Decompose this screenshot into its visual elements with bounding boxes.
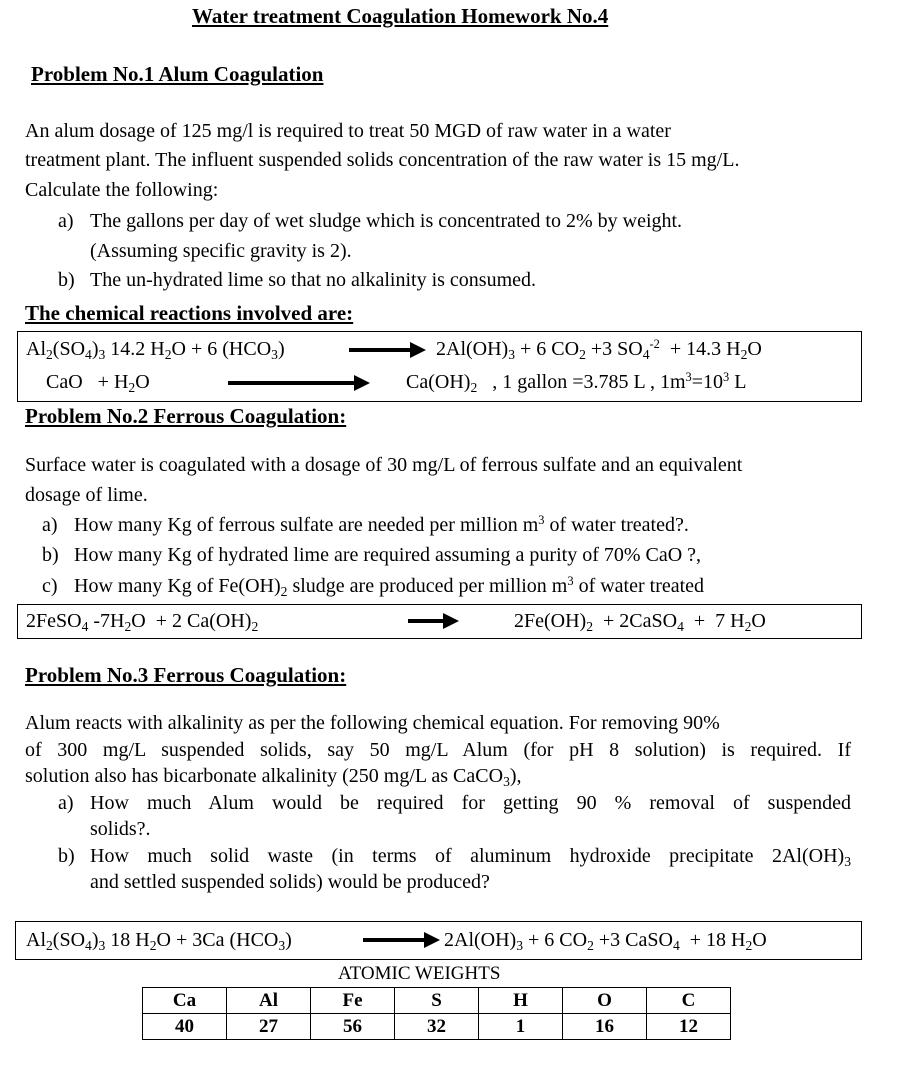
page-title: Water treatment Coagulation Homework No.4 <box>192 4 609 28</box>
problem2-text-line2: dosage of lime. <box>25 484 148 506</box>
problem1-item-a-line2: (Assuming specific gravity is 2). <box>90 240 352 262</box>
problem2-heading: Problem No.2 Ferrous Coagulation: <box>25 404 347 428</box>
problem1-item-a-label: a) <box>58 210 74 232</box>
reaction-arrow-head-2 <box>354 375 370 391</box>
conversions-end: L <box>734 371 747 393</box>
problem3-item-a-line1: How much Alum would be required for getting 90 % removal of suspended <box>90 792 851 814</box>
weight-cell: 27 <box>227 1014 311 1040</box>
alum-reactants: $Al_2(SO_4)_3$ 14.2 $H_2O + 6$ $(HCO_3)$ <box>26 338 285 362</box>
problem3-text-line3: solution also has bicarbonate alkalinity (250 mg/L as CaCO$_3$), <box>25 765 522 789</box>
problem2-item-c-label: c) <box>42 575 58 597</box>
problem3-heading: Problem No.3 Ferrous Coagulation: <box>25 663 347 687</box>
problem2-item-a: How many Kg of ferrous sulfate are needed per million $m^3$ of water treated?. <box>74 513 689 536</box>
problem2-item-b: How many Kg of hydrated lime are required assuming a purity of 70% CaO ?, <box>74 544 702 566</box>
reaction-arrow-head-4 <box>424 932 440 948</box>
problem2-item-c: How many Kg of $Fe(OH)_2$ sludge are produced per million $m^3$ of water treated <box>74 574 705 599</box>
atomic-weights-caption: ATOMIC WEIGHTS <box>338 963 501 984</box>
reaction-arrow-head-3 <box>443 613 459 629</box>
weight-cell: 40 <box>143 1014 227 1040</box>
problem2-item-b-label: b) <box>42 544 59 566</box>
problem1-item-a-line1: The gallons per day of wet sludge which is concentrated to 2% by weight. <box>90 210 683 232</box>
problem3-item-a-label: a) <box>58 792 74 814</box>
problem1-text-line3: Calculate the following: <box>25 179 219 201</box>
element-cell: O <box>563 988 647 1014</box>
problem1-text-line1: An alum dosage of 125 mg/l is required to treat 50 MGD of raw water in a water <box>25 120 671 142</box>
problem3-text-line2: of 300 mg/L suspended solids, say 50 mg/L Alum (for pH 8 solution) is required. If <box>25 739 851 761</box>
problem1-text-line2: treatment plant. The influent suspended solids concentration of the raw water is 15 mg/L. <box>25 149 740 171</box>
reaction-arrow-1 <box>349 348 411 352</box>
alum-alkalinity-products: $2Al(OH)_3 + 6$ $CO_2 +3$ CaSO$_4$ + 18 $H_2O$ <box>444 929 767 953</box>
atomic-weights-value-row <box>143 1014 731 1040</box>
element-cell: Fe <box>311 988 395 1014</box>
atomic-weights-element-row <box>143 988 731 1014</box>
problem1-item-b-label: b) <box>58 269 75 291</box>
lime-product-and-conversions: $Ca(OH)_2$ , 1 gallon =3.785 L , $1m^3=10^3$ L <box>406 370 747 395</box>
reactions-heading: The chemical reactions involved are: <box>25 301 354 325</box>
atomic-weights-table <box>142 987 731 1040</box>
conversions: , 1 gallon =3.785 L , 1m <box>492 371 686 393</box>
element-cell: H <box>479 988 563 1014</box>
problem2-text-line1: Surface water is coagulated with a dosage of 30 mg/L of ferrous sulfate and an equivalent <box>25 454 743 476</box>
reaction-arrow-4 <box>363 938 425 942</box>
element-cell: Ca <box>143 988 227 1014</box>
reaction-arrow-head-1 <box>410 342 426 358</box>
problem3-item-b-line2: and settled suspended solids) would be produced? <box>90 871 490 893</box>
problem3-item-b-label: b) <box>58 845 75 867</box>
lime-reactants: CaO + $H_2O$ <box>46 371 150 395</box>
problem1-item-b: The un-hydrated lime so that no alkalinity is consumed. <box>90 269 537 291</box>
weight-cell: 16 <box>563 1014 647 1040</box>
weight-cell: 56 <box>311 1014 395 1040</box>
problem1-heading: Problem No.1 Alum Coagulation <box>31 62 324 86</box>
problem3-text-line1: Alum reacts with alkalinity as per the following chemical equation. For removing 90% <box>25 712 720 734</box>
element-cell: S <box>395 988 479 1014</box>
weight-cell: 12 <box>647 1014 731 1040</box>
problem2-item-a-label: a) <box>42 514 58 536</box>
reaction-arrow-2 <box>228 381 356 385</box>
weight-cell: 32 <box>395 1014 479 1040</box>
ferrous-products: $2Fe(OH)_2$ + 2CaSO$_4$ + 7 $H_2O$ <box>514 610 766 634</box>
element-cell: C <box>647 988 731 1014</box>
problem3-item-b-line1: How much solid waste (in terms of aluminum hydroxide precipitate $2Al(OH)_3$ <box>90 845 851 869</box>
ferrous-reactants: 2FeSO$_4$ $-7H_2O + 2$ $Ca(OH)_2$ <box>26 610 259 634</box>
weight-cell: 1 <box>479 1014 563 1040</box>
alum-alkalinity-reactants: $Al_2(SO_4)_3$ 18 $H_2O + 3Ca$ $(HCO_3)$ <box>26 929 292 953</box>
element-cell: Al <box>227 988 311 1014</box>
alum-products: $2Al(OH)_3 + 6$ $CO_2 +3$ $SO_4^{-2} + 14.3$ $H_2O$ <box>436 337 762 362</box>
reaction-arrow-3 <box>408 619 444 623</box>
problem3-item-a-line2: solids?. <box>90 818 151 840</box>
